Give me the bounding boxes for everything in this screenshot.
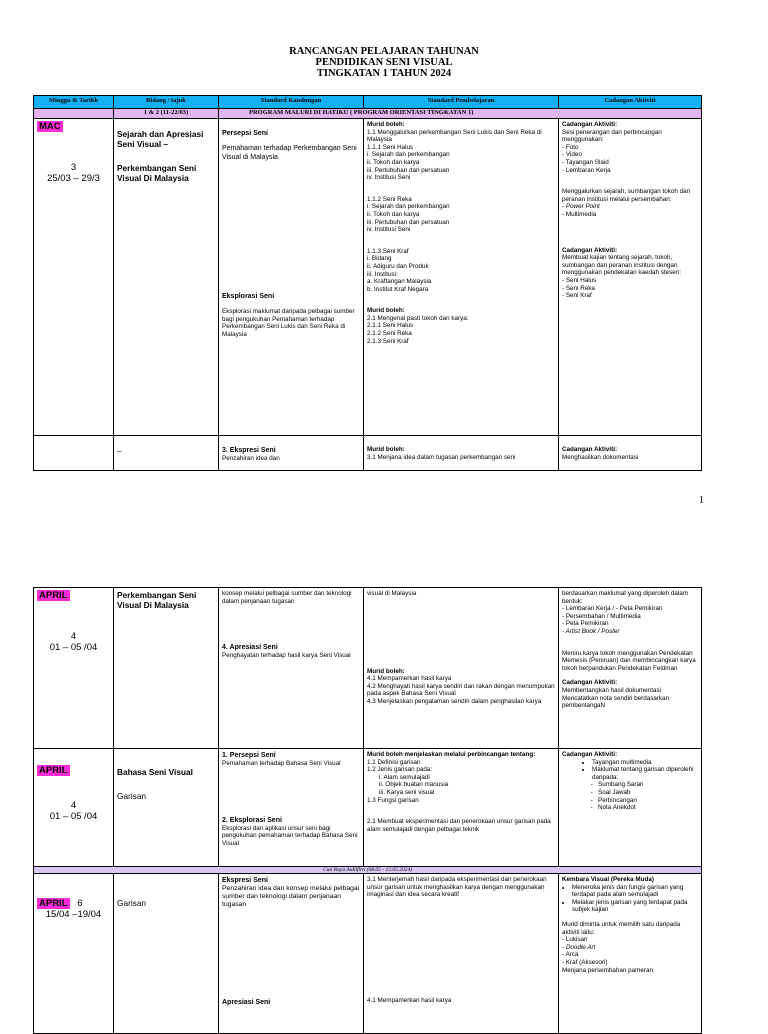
dash-text: – [117, 447, 122, 456]
list-item: b. Institut Kraf Negara [367, 285, 429, 293]
content-standard-1-title: Persepsi Seni [222, 130, 268, 137]
learning-standard-3-1: 3.1 Menterjemah hasil daripada eksperimentasi dan penerokaan unsur garisan untuk menghasilkan karya dengan menggunakan imaginasi dan idea secara kreatif [367, 876, 547, 899]
table-header-row [34, 96, 702, 109]
learning-standard-head: Murid boleh: [367, 667, 405, 675]
list-item: i. Alam semulajadi [379, 773, 430, 781]
list-item: 2.1.1 Seni Halus [367, 322, 414, 330]
list-item: 2.1.2 Seni Reka [367, 330, 412, 338]
activity-text: Menggalurkan sejarah, sumbangan tokoh dan peranan institusi melalui persembahan: [562, 188, 691, 203]
page-number: 1 [699, 495, 704, 506]
list-item: - Sumbang Saran [598, 781, 698, 789]
learning-standard-1-1: 1.1 Definisi garisan [367, 758, 421, 766]
learning-standard-4-1: 4.1 Mempamerkan hasil karya [367, 675, 452, 683]
activity-text: Menjana persembahan pameran [562, 966, 654, 974]
list-item: ii. Adiguru dan Produk [367, 262, 429, 270]
list-item: - Artist Book / Poster [562, 627, 620, 635]
plan-table-page-2 [33, 587, 702, 1034]
list-item: - Power Point [562, 203, 600, 211]
learning-standard-1-1: 1.1 Menggalurkan perkembangan Seni Lukis dan Seni Reka di Malaysia [367, 128, 542, 144]
list-item: - Soal Jawab [598, 789, 698, 797]
content-standard-title: Ekspresi Seni [222, 877, 268, 884]
list-item: iv. Institusi Seni [367, 174, 411, 182]
table-row-april-1 [34, 588, 702, 749]
learning-standard-head: Murid boleh: [367, 446, 405, 453]
activity-title: Cadangan Aktiviti: [562, 679, 618, 687]
week-cell [37, 800, 110, 822]
activity-title: Cadangan Aktiviti: [562, 446, 618, 453]
topic-title: Garisan [117, 898, 147, 908]
activity-text: Meniru karya tokoh menggunakan Pendekatan Memesis (Peniruan) dan membincangkan karya tokoh berpandukan Pendekatan Feldman [562, 649, 696, 672]
activity-text: Sesi penerangan dan perbincangan menggunakan: [562, 128, 662, 144]
content-standard-1-title: 1. Persepsi Seni [222, 752, 276, 759]
topic-title: Perkembangan Seni Visual Di Malaysia [117, 590, 197, 610]
list-item: iii. Institusi: [367, 270, 398, 278]
learning-standard-1-1-3: 1.1.3 Seni Kraf [367, 247, 409, 255]
document-title [0, 46, 768, 79]
topic-subtitle: Perkembangan Seni Visual Di Malaysia [117, 163, 197, 183]
month-badge: MAC [39, 121, 61, 132]
content-standard-2-text: Eksplorasi dan aplikasi unsur seni bagi pengukuhan pemahaman terhadap Bahasa Seni Visual [222, 824, 358, 847]
learning-standard-1-2: 1.2 Jenis garisan pada: [367, 766, 433, 774]
list-item: i. Sejarah dan perkembangan [367, 203, 450, 211]
content-standard-bottom: Apresiasi Seni [222, 998, 271, 1006]
list-item: i. Bidang [367, 255, 392, 263]
learning-standard-3-1: 3.1 Menjana idea dalam tugasan perkembangan seni [367, 453, 516, 461]
activity-text: Membentangkan hasil dokumentasi Mencatatkan nota sendiri berdasarkan pembentangaN [562, 686, 670, 710]
title-line-3: TINGKATAN 1 TAHUN 2024 [316, 68, 452, 79]
week-dates: 15/04 –19/04 [45, 909, 102, 920]
week-number: 4 [70, 800, 77, 811]
learning-standard-head: Murid boleh: [367, 121, 405, 128]
activity-title: Cadangan Aktiviti: [562, 121, 618, 128]
list-item: • Maklumat tentang garisan diperolehi daripada: [592, 766, 698, 781]
learning-standard-1-1-1: 1.1.1 Seni Halus [367, 143, 414, 151]
activity-text: Membuat kajian tentang sejarah, tokoh, sumbangan dan peranan institusi dengan menggunakan pendekatan kaedah stesen: [562, 254, 682, 277]
month-badge: APRIL [39, 765, 68, 776]
holiday-row [34, 867, 702, 874]
table-row-april-3 [34, 874, 702, 1034]
content-standard-3-title: 3. Ekspresi Seni [222, 447, 276, 454]
program-week: 1 & 2 (11-22/03) [114, 109, 219, 119]
week-number: 4 [70, 631, 77, 642]
list-item: - Kraf (Aksesori) [562, 958, 608, 966]
activity-text: Menghasilkan dokumentasi [562, 453, 639, 461]
learning-standard-2-1: 2.1 Mengenal pasti tokoh dan karya: [367, 314, 469, 322]
learning-standard-4-2: 4.2 Menghayati hasil karya sendiri dan rakan dengan menumpukan pada aspek Bahasa Seni Visual [367, 682, 555, 698]
learning-standard-head: Murid boleh menjelaskan melalui perbincangan tentang: [367, 751, 536, 758]
topic-title: Bahasa Seni Visual [117, 767, 193, 777]
list-item: - Seni Kraf [562, 292, 592, 300]
list-item: - Foto [562, 143, 579, 151]
learning-standard-bottom: 4.1 Mempamerkan hasil karya [367, 996, 452, 1004]
learning-standard-1-3: 1.3 Fungsi garisan [367, 796, 419, 804]
list-item: - Lukisan [562, 936, 588, 944]
list-item: iv. Institusi Seni [367, 226, 411, 234]
activity-title: Cadangan Aktiviti: [562, 751, 618, 758]
topic-title: Sejarah dan Apresiasi Seni Visual – [117, 129, 204, 149]
list-item: • Meneroka jenis dan fungsi garisan yang terdapat pada alam semulajadi [572, 884, 698, 899]
learning-standard-1-1-2: 1.1.2 Seni Reka [367, 195, 412, 203]
content-standard-1-text: Pemahaman terhadap Perkembangan Seni Visual di Malaysia [222, 145, 357, 161]
week-dates: 01 – 05 /04 [49, 642, 98, 653]
content-standard-1-text: Pemahaman terhadap Bahasa Seni Visual [222, 760, 341, 767]
program-row [34, 109, 702, 119]
month-badge: APRIL [39, 590, 68, 601]
week-cell [37, 162, 110, 184]
list-item: - Seni Halus [562, 276, 597, 284]
content-standard-2-title: 2. Eksplorasi Seni [222, 816, 282, 824]
month-badge: APRIL [39, 898, 68, 909]
activity-title: Cadangan Aktiviti: [562, 246, 618, 254]
content-standard-4-title: 4. Apresiasi Seni [222, 644, 278, 652]
list-item: - Doodle Art [562, 943, 596, 951]
list-item: • Melakar jenis garisan yang terdapat pada subjek kajian [572, 899, 698, 914]
week-number: 3 [70, 162, 77, 173]
learning-standard-2-1: 2.1 Membuat eksperimentasi dan penerokaan unsur garisan pada alam semulajadi dengan pelbagai teknik [367, 818, 551, 833]
list-item: - Multimedia [562, 210, 597, 218]
list-item: - Lembaran Kerja [562, 166, 611, 174]
week-cell [37, 631, 110, 653]
table-row-continued [34, 436, 702, 471]
week-dates: 01 – 05 /04 [49, 811, 98, 822]
list-item: ii. Objek buatan manusia [379, 781, 449, 789]
list-item: iii. Pertubuhan dan persatuan [367, 166, 450, 174]
title-line-2: PENDIDIKAN SENI VISUAL [315, 57, 453, 68]
list-item: • Tayangan multimedia [592, 759, 698, 767]
list-item: - Persembahan / Multimedia [562, 612, 641, 620]
content-standard-2-title: Eksplorasi Seni [222, 293, 275, 300]
list-item: - Nota Anekdot [598, 804, 698, 812]
list-item: i. Sejarah dan perkembangan [367, 151, 450, 159]
list-item: ii. Tokoh dan karya [367, 158, 420, 166]
week-dates: 25/03 – 29/3 [47, 173, 100, 184]
week-number: 6 [77, 898, 83, 909]
plan-table-page-1 [33, 95, 702, 471]
list-item: - Lembaran Kerja / - Peta Pemikiran [562, 605, 663, 613]
list-item: - Peta Pemikiran [562, 620, 609, 628]
list-item: - Tayangan Slaid [562, 158, 609, 166]
list-item: - Arca [562, 951, 579, 959]
learning-standard-4-3: 4.3 Menjelaskan pengalaman sendiri dalam penghasilan karya [367, 697, 542, 705]
title-line-1: RANCANGAN PELAJARAN TAHUNAN [289, 46, 479, 57]
col-header-learning-standard: Standard Pembelajaran [364, 96, 559, 109]
activity-text: Murid diminta untuk memilih satu daripada aktiviti iaitu: [562, 920, 681, 936]
col-header-content-standard: Standard Kandungan [219, 96, 364, 109]
list-item: a. Kraftangan Malaysia [367, 278, 432, 286]
list-item: - Perbincangan [598, 797, 698, 805]
col-header-week: Minggu & Tarikh [34, 96, 114, 109]
activity-title: Kembara Visual (Pereka Muda) [562, 876, 654, 883]
activity-text: berdasarkan maklumat yang diperoleh dalam bentuk: [562, 590, 689, 605]
col-header-topic: Bidang / tajuk [114, 96, 219, 109]
list-item: ii. Tokoh dan karya [367, 210, 420, 218]
table-row-mac [34, 119, 702, 436]
learning-standard-cont: visual di Malaysia [367, 590, 417, 597]
program-title: PROGRAM MALURI DI HATIKU ( PROGRAM ORIENTASI TINGKATAN 1) [219, 109, 702, 119]
list-item: iii. Pertubuhan dan persatuan [367, 218, 450, 226]
content-standard-4-text: Penghayatan terhadap hasil karya Seni Visual [222, 652, 351, 660]
learning-standard-head-2: Murid boleh: [367, 307, 405, 315]
content-standard-2-text: Eksplorasi maklumat daripada pelbagai sumber bagi pengukuhan Pemahaman terhadap Perkembangan Seni Lukis dan Seni Reka di Malaysia [222, 308, 355, 338]
content-standard-cont: konsep melalui pelbagai sumber dan teknologi dalam penjanaan tugasan [222, 590, 352, 605]
list-item: - Seni Reka [562, 284, 595, 292]
content-standard-3-text: Penzahiran idea dan [222, 455, 280, 462]
holiday-text: Cuti Raya Aidilfitri (08.05 - 12.05.2024) [34, 867, 702, 874]
content-standard-text: Penzahiran idea dan konsep melalui pelbagai sumber dan teknologi dalam penjanaan tugasan [222, 885, 360, 909]
list-item: iii. Karya seni visual [379, 788, 435, 796]
list-item: - Video [562, 151, 582, 159]
topic-subtitle: Garisan [117, 791, 147, 801]
list-item: 2.1.3 Seni Kraf [367, 337, 409, 345]
table-row-april-2 [34, 749, 702, 867]
col-header-activities: Cadangan Aktiviti [559, 96, 702, 109]
